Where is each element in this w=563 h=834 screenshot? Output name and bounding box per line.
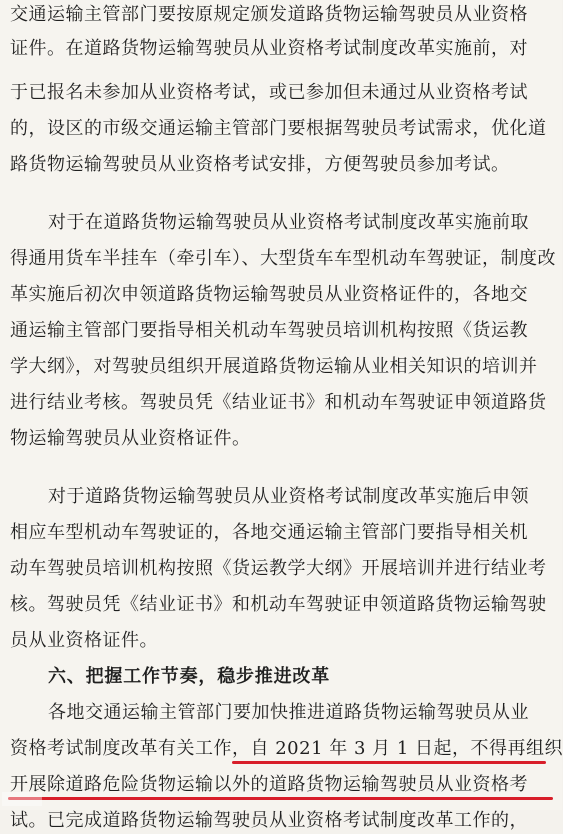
section-heading: 六、把握工作节奏，稳步推进改革 (48, 666, 330, 687)
text-line: 通运输主管部门要指导相关机动车驾驶员培训机构按照《货运教 (10, 320, 528, 341)
text-line: 证件。在道路货物运输驾驶员从业资格考试制度改革实施前，对 (10, 38, 528, 59)
watermark-icon (2, 792, 42, 806)
text-line: 开展除道路危险货物运输以外的道路货物运输驾驶员从业资格考 (10, 774, 528, 795)
text-line: 革实施后初次申领道路货物运输驾驶员从业资格证件的，各地交 (10, 284, 528, 305)
text-line: 交通运输主管部门要按原规定颁发道路货物运输驾驶员从业资格 (10, 4, 528, 25)
text-line: 路货物运输驾驶员从业资格考试安排，方便驾驶员参加考试。 (10, 154, 510, 175)
text-line: 各地交通运输主管部门要加快推进道路货物运输驾驶员从业 (48, 702, 529, 723)
text-line: 物运输驾驶员从业资格证件。 (10, 428, 251, 449)
text-line: 动车驾驶员培训机构按照《货运教学大纲》开展培训并进行结业考 (10, 558, 547, 579)
text-line: 资格考试制度改革有关工作，自 2021 年 3 月 1 日起，不得再组织 (10, 738, 563, 759)
red-highlight-underline (232, 761, 546, 764)
text-line: 进行结业考核。驾驶员凭《结业证书》和机动车驾驶证申领道路货 (10, 392, 547, 413)
text-line: 试。已完成道路货物运输驾驶员从业资格考试制度改革工作的， (10, 810, 528, 831)
text-line: 对于在道路货物运输驾驶员从业资格考试制度改革实施前取 (48, 212, 529, 233)
text-line: 于已报名未参加从业资格考试，或已参加但未通过从业资格考试 (10, 82, 528, 103)
red-highlight-underline (8, 797, 553, 800)
text-line: 对于道路货物运输驾驶员从业资格考试制度改革实施后申领 (48, 486, 529, 507)
text-line: 得通用货车半挂车（牵引车）、大型货车车型机动车驾驶证，制度改 (10, 248, 556, 269)
text-line: 相应车型机动车驾驶证的，各地交通运输主管部门要指导相关机 (10, 522, 528, 543)
text-line: 学大纲》，对驾驶员组织开展道路货物运输从业相关知识的培训并 (10, 356, 538, 377)
text-line: 的，设区的市级交通运输主管部门要根据驾驶员考试需求，优化道 (10, 118, 547, 139)
text-line: 员从业资格证件。 (10, 630, 158, 651)
text-line: 核。驾驶员凭《结业证书》和机动车驾驶证申领道路货物运输驾驶 (10, 594, 547, 615)
